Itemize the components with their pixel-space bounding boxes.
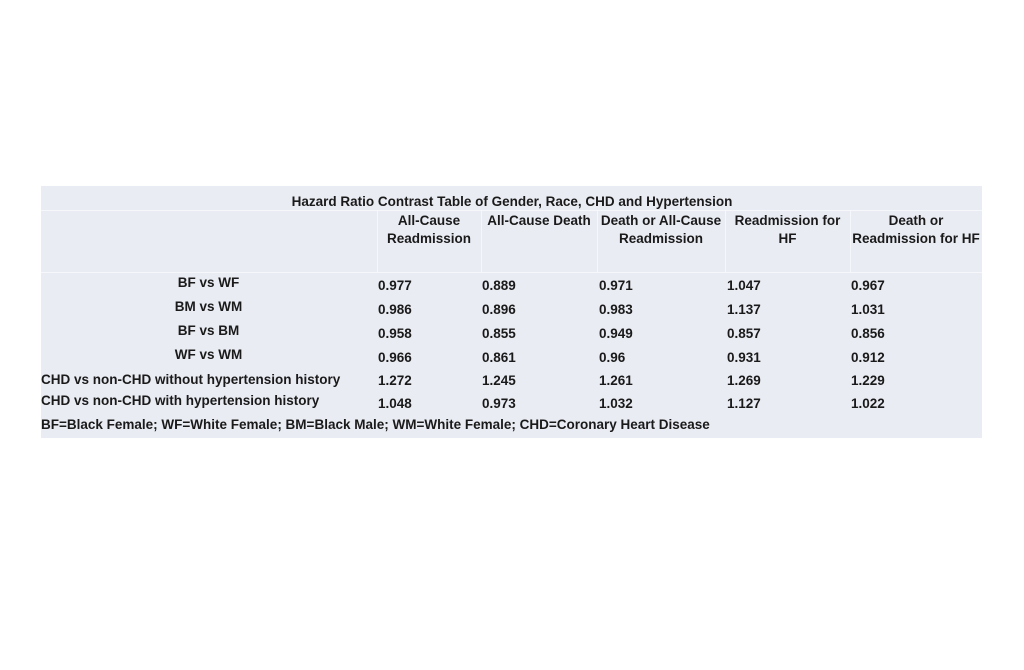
row-label: CHD vs non-CHD with hypertension history [41, 393, 320, 408]
table-cell: 0.986 [378, 302, 412, 317]
column-header-death-or-readmission-for-hf: Death or Readmission for HF [852, 213, 980, 246]
table-cell: 1.229 [851, 373, 885, 388]
table-cell: 0.949 [599, 326, 633, 341]
table-cell: 0.958 [378, 326, 412, 341]
table-cell: 0.971 [599, 278, 633, 293]
column-header-all-cause-death: All-Cause Death [487, 213, 591, 228]
table-cell: 0.977 [378, 278, 412, 293]
table-cell: 0.966 [378, 350, 412, 365]
table-cell: 0.889 [482, 278, 516, 293]
table-cell: 0.931 [727, 350, 761, 365]
table-cell: 0.912 [851, 350, 885, 365]
table-cell: 1.269 [727, 373, 761, 388]
table-footnote: BF=Black Female; WF=White Female; BM=Black Male; WM=White Female; CHD=Coronary Heart Disease [41, 417, 710, 432]
table-cell: 1.127 [727, 396, 761, 411]
table-cell: 1.272 [378, 373, 412, 388]
table-cell: 1.031 [851, 302, 885, 317]
column-header-readmission-for-hf: Readmission for HF [734, 213, 841, 246]
table-cell: 0.855 [482, 326, 516, 341]
table-cell: 0.856 [851, 326, 885, 341]
row-label: CHD vs non-CHD without hypertension history [41, 372, 341, 387]
table-cell: 0.967 [851, 278, 885, 293]
row-label: BF vs WF [177, 275, 240, 290]
table-cell: 1.047 [727, 278, 761, 293]
table-title: Hazard Ratio Contrast Table of Gender, Race, CHD and Hypertension [291, 194, 733, 209]
table-cell: 1.022 [851, 396, 885, 411]
row-label: BF vs BM [177, 323, 240, 338]
table-cell: 0.973 [482, 396, 516, 411]
column-header-death-or-all-cause-readmission: Death or All-Cause Readmission [600, 213, 722, 246]
table-cell: 1.261 [599, 373, 633, 388]
column-header-all-cause-readmission: All-Cause Readmission [386, 213, 472, 246]
table-cell: 0.896 [482, 302, 516, 317]
row-label: WF vs WM [174, 347, 243, 362]
table-cell: 1.048 [378, 396, 412, 411]
row-label: BM vs WM [174, 299, 243, 314]
table-cell: 0.861 [482, 350, 516, 365]
table-cell: 1.137 [727, 302, 761, 317]
table-cell: 0.983 [599, 302, 633, 317]
table-cell: 0.857 [727, 326, 761, 341]
table-cell: 1.032 [599, 396, 633, 411]
table-cell: 0.96 [599, 350, 626, 365]
table-cell: 1.245 [482, 373, 516, 388]
grid-line [41, 272, 982, 273]
